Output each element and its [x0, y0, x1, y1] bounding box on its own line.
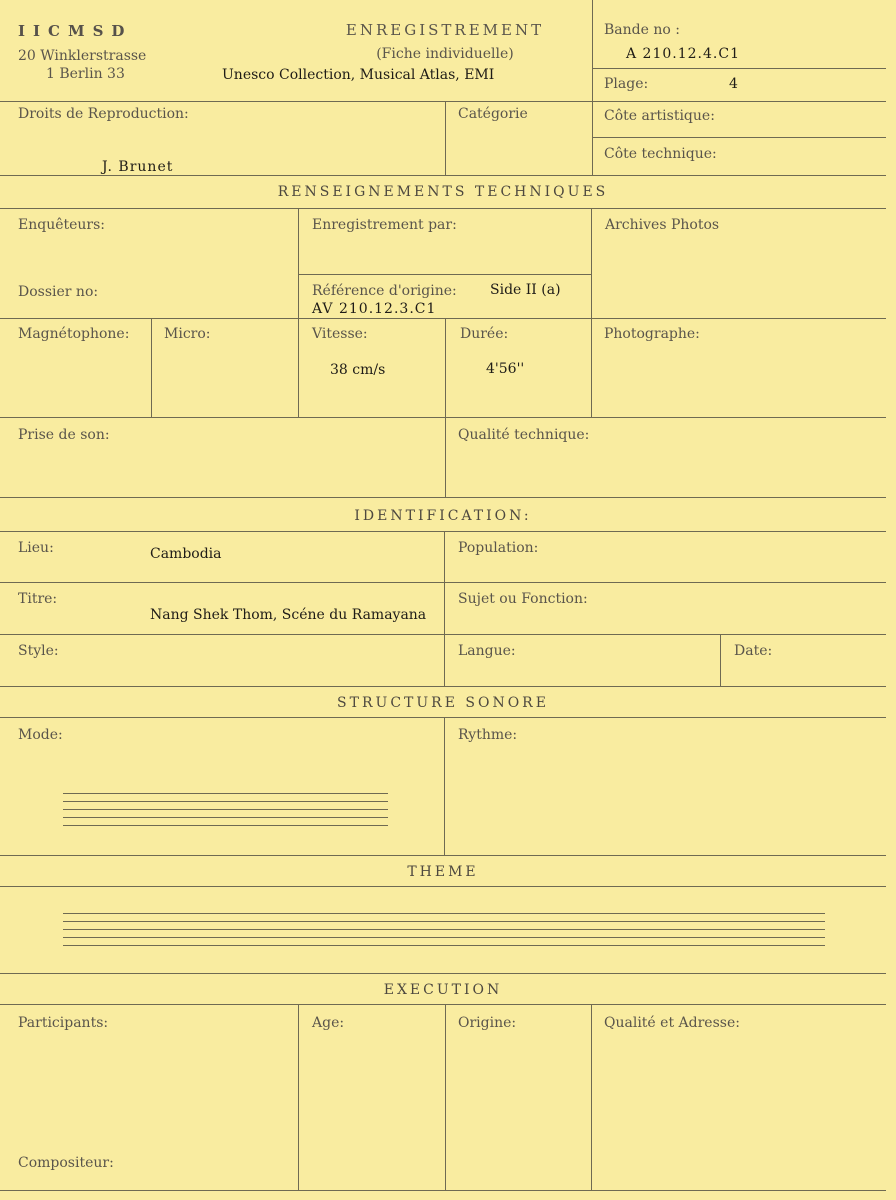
- rule-date-col: [720, 634, 721, 686]
- reference-value: AV 210.12.3.C1: [312, 301, 437, 317]
- reference-label: Référence d'origine:: [312, 283, 457, 299]
- execution-section-title: EXECUTION: [383, 982, 503, 998]
- rule-theme-title-bottom: [0, 886, 886, 887]
- rule-tech-row2-bottom: [0, 417, 886, 418]
- rule-ident-title-bottom: [0, 531, 886, 532]
- rule-exec-col1: [298, 1004, 299, 1190]
- rule-tech-row1-col1: [298, 208, 299, 318]
- cote-technique-label: Côte technique:: [604, 146, 717, 162]
- rule-cote-split: [592, 137, 886, 138]
- rule-style-bottom: [0, 686, 886, 687]
- rule-tech-row2-col1: [151, 318, 152, 417]
- rule-tech-row2-col2: [298, 318, 299, 417]
- cote-artistique-label: Côte artistique:: [604, 108, 715, 124]
- droits-label: Droits de Reproduction:: [18, 106, 189, 122]
- lieu-value: Cambodia: [150, 546, 222, 562]
- rule-tech-row3-col: [445, 417, 446, 497]
- micro-label: Micro:: [164, 326, 211, 342]
- institute-logo: IICMSD: [18, 22, 133, 40]
- rule-tech-row1-bottom: [0, 318, 886, 319]
- sujet-label: Sujet ou Fonction:: [458, 591, 588, 607]
- prise-de-son-label: Prise de son:: [18, 427, 110, 443]
- address-line-1: 20 Winklerstrasse: [18, 48, 147, 64]
- rule-execution-title-bottom: [0, 1004, 886, 1005]
- rule-tech-title-bottom: [0, 208, 886, 209]
- mode-label: Mode:: [18, 727, 63, 743]
- duree-value: 4'56'': [486, 361, 525, 377]
- titre-value: Nang Shek Thom, Scéne du Ramayana: [150, 607, 427, 623]
- rule-ident-col: [444, 531, 445, 686]
- rule-titre-bottom: [0, 634, 886, 635]
- vitesse-value: 38 cm/s: [330, 362, 386, 378]
- rule-rights-bottom: [0, 175, 886, 176]
- rule-tech-row3-bottom: [0, 497, 886, 498]
- duree-label: Durée:: [460, 326, 509, 342]
- age-label: Age:: [312, 1015, 345, 1031]
- qualite-technique-label: Qualité technique:: [458, 427, 590, 443]
- rule-enregistrement-bottom: [298, 274, 591, 275]
- bande-label: Bande no :: [604, 22, 680, 38]
- plage-value: 4: [729, 76, 738, 92]
- rule-lieu-bottom: [0, 582, 886, 583]
- archives-photos-label: Archives Photos: [605, 217, 720, 233]
- plage-label: Plage:: [604, 76, 649, 92]
- droits-value: J. Brunet: [102, 159, 174, 175]
- date-label: Date:: [734, 643, 773, 659]
- enqueteurs-label: Enquêteurs:: [18, 217, 106, 233]
- dossier-label: Dossier no:: [18, 284, 99, 300]
- rule-bande-plage: [592, 68, 886, 69]
- rule-structure-bottom: [0, 855, 886, 856]
- magnetophone-label: Magnétophone:: [18, 326, 130, 342]
- structure-section-title: STRUCTURE SONORE: [337, 695, 549, 711]
- rule-header-right-col: [592, 0, 593, 101]
- rule-theme-bottom: [0, 973, 886, 974]
- rule-header-bottom: [0, 101, 886, 102]
- photographe-label: Photographe:: [604, 326, 700, 342]
- lieu-label: Lieu:: [18, 540, 54, 556]
- langue-label: Langue:: [458, 643, 516, 659]
- theme-section-title: THEME: [407, 864, 479, 880]
- collection-name: Unesco Collection, Musical Atlas, EMI: [222, 67, 495, 83]
- titre-label: Titre:: [18, 591, 58, 607]
- population-label: Population:: [458, 540, 539, 556]
- rule-structure-title-bottom: [0, 717, 886, 718]
- categorie-label: Catégorie: [458, 106, 528, 122]
- rule-structure-col: [444, 717, 445, 855]
- participants-label: Participants:: [18, 1015, 109, 1031]
- vitesse-label: Vitesse:: [312, 326, 368, 342]
- style-label: Style:: [18, 643, 59, 659]
- form-title: ENREGISTREMENT: [345, 21, 545, 39]
- rule-tech-row2-col4: [591, 318, 592, 417]
- technical-section-title: RENSEIGNEMENTS TECHNIQUES: [277, 184, 609, 200]
- rythme-label: Rythme:: [458, 727, 518, 743]
- compositeur-label: Compositeur:: [18, 1155, 114, 1171]
- rule-rights-col1: [445, 101, 446, 175]
- rule-exec-col3: [591, 1004, 592, 1190]
- qualite-adresse-label: Qualité et Adresse:: [604, 1015, 740, 1031]
- identification-section-title: IDENTIFICATION:: [354, 508, 532, 524]
- form-subtitle: (Fiche individuelle): [376, 46, 514, 62]
- address-line-2: 1 Berlin 33: [46, 66, 125, 82]
- reference-side: Side II (a): [490, 282, 561, 298]
- origine-label: Origine:: [458, 1015, 517, 1031]
- bande-value: A 210.12.4.C1: [626, 46, 740, 62]
- rule-tech-row1-col2: [591, 208, 592, 318]
- rule-exec-col2: [445, 1004, 446, 1190]
- rule-tech-row2-col3: [445, 318, 446, 417]
- rule-form-bottom: [0, 1190, 886, 1191]
- rule-rights-col2: [592, 101, 593, 175]
- enregistrement-par-label: Enregistrement par:: [312, 217, 457, 233]
